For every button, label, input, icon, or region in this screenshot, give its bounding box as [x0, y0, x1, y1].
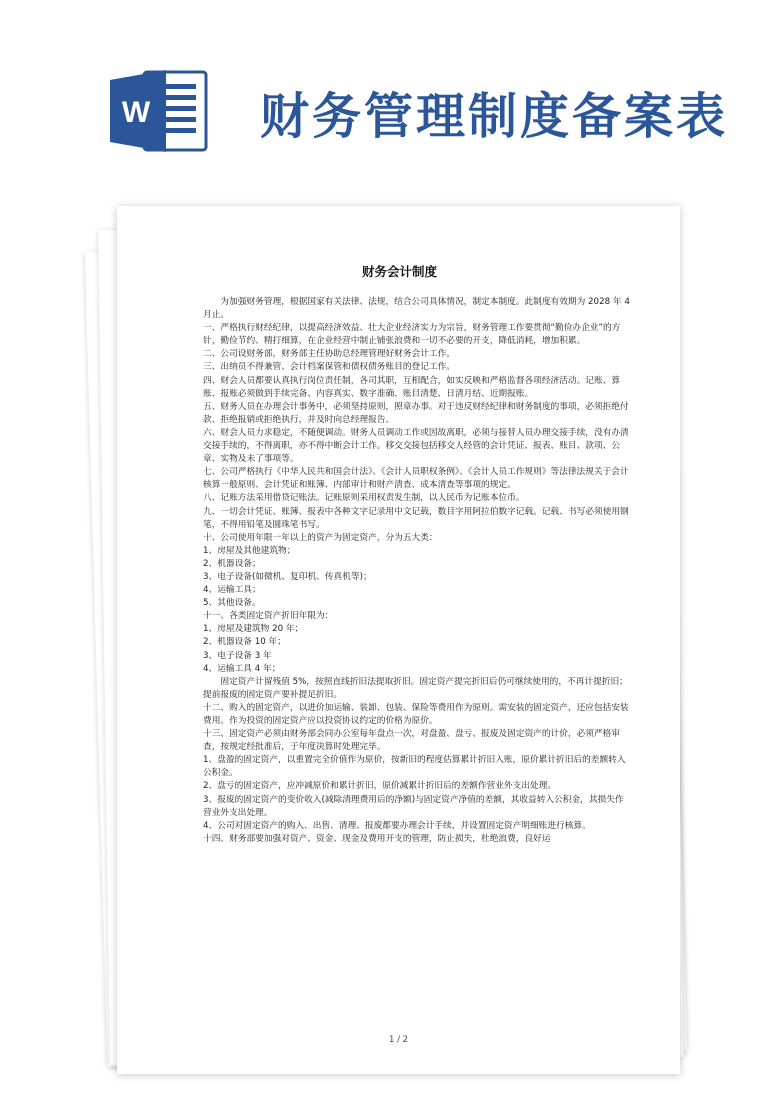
document-paragraph: 1、房屋及其他建筑物； [203, 545, 296, 556]
document-paragraph: 十三、固定资产必须由财务部会同办公室每年盘点一次，对盘盈、盘亏、报废及固定资产的计价，必须严格审查，按规定经批准后，于年度决算时处理完毕。 [203, 729, 620, 753]
document-paragraph: 3、报废的固定资产的变价收入(减除清理费用后的净额)与固定资产净值的差额，其收益转入公积金，其损失作营业外支出处理。 [203, 794, 624, 818]
document-paragraph: 4、运输工具； [203, 585, 261, 596]
document-paragraph: 3、电子设备(如微机、复印机、传真机等)； [203, 571, 372, 582]
document-paragraph: 七、公司严格执行《中华人民共和国会计法》、《会计人员职权条例》、《会计人员工作规则》等法律法规关于会计核算一般原则、会计凭证和账簿、内部审计和财产清查、成本清查等事项的规定。 [203, 467, 629, 491]
document-paragraph: 2、机器设备 10 年； [203, 637, 286, 648]
document-paragraph: 三、出纳员不得兼管、会计档案保管和债权债务账目的登记工作。 [203, 362, 455, 373]
document-paragraph: 二、公司设财务部，财务部主任协助总经理管理好财务会计工作。 [203, 349, 455, 360]
document-paragraph: 为加强财务管理，根据国家有关法律、法规，结合公司具体情况，制定本制度。此制度有效期为 2028 年 4 月止。 [203, 297, 630, 321]
document-paragraph: 十一、各类固定资产折旧年限为： [203, 611, 334, 622]
page-indicator: 1 / 2 [388, 1035, 409, 1045]
document-paragraph: 九、一切会计凭证、账簿、报表中各种文字记录用中文记载，数目字用阿拉伯数字记载。记载、书写必须使用钢笔，不得用铅笔及圆珠笔书写。 [203, 506, 629, 530]
document-paragraph: 一、严格执行财经纪律，以提高经济效益、壮大企业经济实力为宗旨，财务管理工作要贯彻“勤俭办企业”的方针，勤俭节约、精打细算，在企业经营中制止铺张浪费和一切不必要的开支，降低消耗，增加积累。 [203, 323, 621, 347]
document-paragraph: 1、房屋及建筑物 20 年； [203, 624, 304, 635]
document-paragraph: 4、运输工具 4 年； [203, 663, 281, 674]
banner-title: 财务管理制度备案表 [260, 87, 729, 145]
document-paragraph: 十二、购入的固定资产，以进价加运输、装卸、包装、保险等费用作为原则。需安装的固定资产，还应包括安装费用。作为投资的固定资产应以投资协议约定的价格为原价。 [203, 702, 629, 726]
document-paragraph: 1、盘盈的固定资产，以重置完全价值作为原价，按新旧的程度估算累计折旧入账，原价累计折旧后的差额转入公积金。 [203, 755, 626, 779]
document-paragraph: 八、记账方法采用借贷记账法。记账原则采用权责发生制，以人民币为记账本位币。 [203, 493, 525, 504]
document-title: 财务会计制度 [361, 264, 437, 279]
document-paragraph: 3、电子设备 3 年 [203, 650, 272, 661]
word-icon [110, 70, 208, 152]
document-paragraph: 十、公司使用年限一年以上的资产为固定资产，分为五大类： [203, 532, 438, 543]
document-paragraph: 十四、财务部要加强对资产、资金、现金及费用开支的管理，防止损失，杜绝浪费，良好运 [203, 833, 551, 844]
document-paragraph: 六、财会人员力求稳定，不随便调动。财务人员调动工作或因故离职，必须与接替人员办理交接手续，没有办清交接手续的，不得离职，亦不得中断会计工作。移交交接包括移交人经管的会计凭证、报表、账目、款项、公章、实物及未了事项等。 [203, 427, 629, 465]
document-body [203, 296, 632, 846]
document-paragraph: 固定资产计留残值 5%，按照直线折旧法提取折旧。固定资产提完折旧后仍可继续使用的，不再计提折旧；提前报废的固定资产要补提足折旧。 [203, 676, 628, 700]
document-page [117, 206, 680, 1074]
document-paragraph: 5、其他设备。 [203, 598, 261, 609]
document-paragraph: 四、财会人员都要认真执行岗位责任制，各司其职，互相配合，如实反映和严格监督各项经济活动。记账、算账、报账必须做到手续完备、内容真实、数字准确、账目清楚、日清月结、近期报账。 [203, 375, 620, 399]
word-icon-letter: W [121, 96, 151, 129]
document-paragraph: 五、财务人员在办理会计事务中，必须坚持原则，照章办事。对于违反财经纪律和财务制度的事项，必须拒绝付款、拒绝报销或拒绝执行，并及时向总经理报告。 [203, 401, 629, 425]
document-paragraph: 2、机器设备； [203, 558, 261, 569]
document-paragraph: 2、盘亏的固定资产，应冲减原价和累计折旧，原价减累计折旧后的差额作营业外支出处理。 [203, 781, 557, 792]
document-paragraph: 4、公司对固定资产的购入、出售、清理、报废都要办理会计手续，并设置固定资产明细账进行核算。 [203, 820, 591, 831]
